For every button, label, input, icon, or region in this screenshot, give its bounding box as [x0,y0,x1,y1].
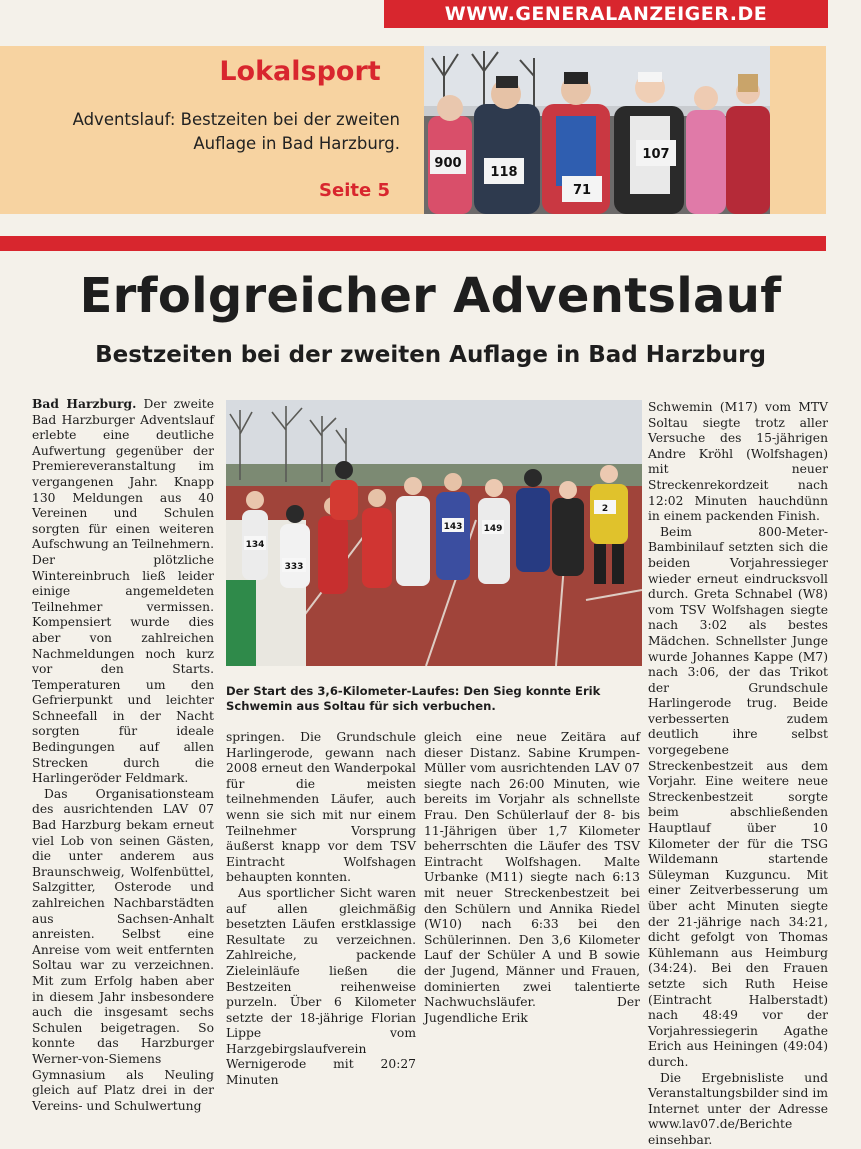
teaser-runners-image [424,46,770,214]
article-text: Der zweite Bad Harzburger Adventslauf erlebte eine deutliche Aufwertung gegenüber der Premiereveranstaltung im vergangenen Jahr. Knapp 130 Meldungen aus 40 Vereinen und Schulen sorgten für einen weiteren Aufschwung an Teilnehmern. Der plötzliche Wintereinbruch ließ leider einige angemeldeten Teilnehmer vermissen. Kompensiert wurde dies aber von zahlreichen Nachmeldungen noch kurz vor den Starts. Temperaturen um den Gefrierpunkt und leichter Schneefall in der Nacht sorgten für ideale Bedingungen auf allen Strecken durch die Harlingeröder Feldmark. [32,397,215,786]
race-start-image [226,400,642,666]
photo-bib: 149 [483,524,503,534]
article-paragraph: Das Organisationsteam des ausrichtenden LAV 07 Bad Harzburg bekam erneut viel Lob von seinen Gästen, die unter anderem aus Braunschweig, Wolfenbüttel, Salzgitter, Osterode und zahlreichen Nachbarstädten aus Sachsen-Anhalt anreisten. Selbst eine Anreise vom weit entfernten Soltau war zu verzeichnen. Mit zum Erfolg haben aber in diesem Jahr insbesondere auch die insgesamt sechs Schulen beigetragen. So konnte das Harzburger Werner-von-Siemens Gymnasium als Neuling gleich auf Platz drei in der Vereins- und Schulwertung [32,786,214,1113]
teaser-photo [424,46,770,214]
teaser-bib: 71 [572,183,592,198]
article-column-1 [32,396,215,1113]
main-photo [226,400,642,666]
article-subheadline: Bestzeiten bei der zweiten Auflage in Bad Harzburg [95,342,766,368]
article-column-4 [648,400,828,1149]
article-paragraph [32,396,214,787]
article-paragraph: springen. Die Grundschule Harlingerode, gewann nach 2008 erneut den Wanderpokal für die meisten teilnehmenden Läufer, auch wenn sie sich mit nur einem Teilnehmer Vorsprung äußerst knapp vor dem TSV Eintracht Wolfshagen behaupten konnten. [226,730,416,885]
site-url-banner [384,0,828,28]
article-paragraph: Beim 800-Meter-Bambinilauf setzten sich die beiden Vorjahressieger wieder erneut eindrucksvoll durch. Greta Schnabel (W8) vom TSV Wolfshagen siegte nach 3:02 als bestes Mädchen. Schnellster Junge wurde Johannes Kappe (M7) nach 3:06, der das Trikot der Grundschule Harlingerode trug. Beide verbesserten zudem deutlich ihre selbst vorgegebene Streckenbestzeit aus dem Vorjahr. Eine weitere neue Streckenbestzeit sorgte beim abschließenden Hauptlauf über 10 Kilometer der für die TSG Wildemann startende Süleyman Kuzguncu. Mit einer Zeitverbesserung um über acht Minuten siegte der 21-jährige nach 34:21, dicht gefolgt von Thomas Kühlemann aus Heimburg (34:24). Bei den Frauen setzte sich Ruth Heise (Eintracht Halberstadt) nach 48:49 vor der Vorjahressiegerin Agathe Erich aus Heiningen (49:04) durch. [648,524,828,1069]
photo-caption: Der Start des 3,6-Kilometer-Laufes: Den Sieg konnte Erik Schwemin aus Soltau für sich verbuchen. [226,684,601,713]
teaser-bib: 118 [490,165,518,180]
article-paragraph: Schwemin (M17) vom MTV Soltau siegte trotz aller Versuche des 15-jährigen Andre Kröhl (Wolfshagen) mit neuer Streckenrekordzeit nach 12:02 Minuten hauchdünn in einem packenden Finish. [648,400,828,524]
teaser-bib: 107 [642,147,670,162]
teaser-box [0,46,826,214]
photo-bib: 143 [443,522,463,532]
teaser-category: Lokalsport [219,56,381,87]
article-column-2 [226,730,416,1089]
article-paragraph: Die Ergebnisliste und Veranstaltungsbilder sind im Internet unter der Adresse www.lav07.de/Berichte einsehbar. [648,1070,828,1147]
article-paragraph: gleich eine neue Zeitära auf dieser Distanz. Sabine Krumpen-Müller vom ausrichtenden LAV 07 siegte nach 26:00 Minuten, wie bereits im Vorjahr als schnellste Frau. Den Schülerlauf der 8- bis 11-Jährigen über 1,7 Kilometer beherrschten die Läufer des TSV Eintracht Wolfshagen. Malte Urbanke (M11) siegte nach 6:13 mit neuer Streckenbestzeit bei den Schülern und Annika Riedel (W10) nach 6:33 bei den Schülerinnen. Den 3,6 Kilometer Lauf der Schüler A und B sowie der Jugend, Männer und Frauen, dominierten zwei talentierte Nachwuchsläufer. Der Jugendliche Erik [424,730,640,1025]
article-column-3 [424,730,640,1026]
site-url: WWW.GENERALANZEIGER.DE [444,3,768,25]
article-headline: Erfolgreicher Adventslauf [79,268,782,324]
photo-bib: 134 [245,540,265,550]
teaser-page-ref: Seite 5 [319,180,390,201]
photo-bib: 2 [601,504,609,514]
teaser-text: Adventslauf: Bestzeiten bei der zweiten Auflage in Bad Harzburg. [72,110,400,153]
photo-bib: 333 [284,562,304,572]
article-paragraph: Aus sportlicher Sicht waren auf allen gleichmäßig besetzten Läufen erstklassige Resultate zu verzeichnen. Zahlreiche, packende Zieleinläufe ließen die Bestzeiten reihenweise purzeln. Über 6 Kilometer setzte der 18-jährige Florian Lippe vom Harzgebirgslaufverein Wernigerode mit 20:27 Minuten [226,885,416,1088]
teaser-bib: 900 [434,156,462,171]
article-dateline: Bad Harzburg. [32,396,137,411]
red-divider [0,236,826,251]
